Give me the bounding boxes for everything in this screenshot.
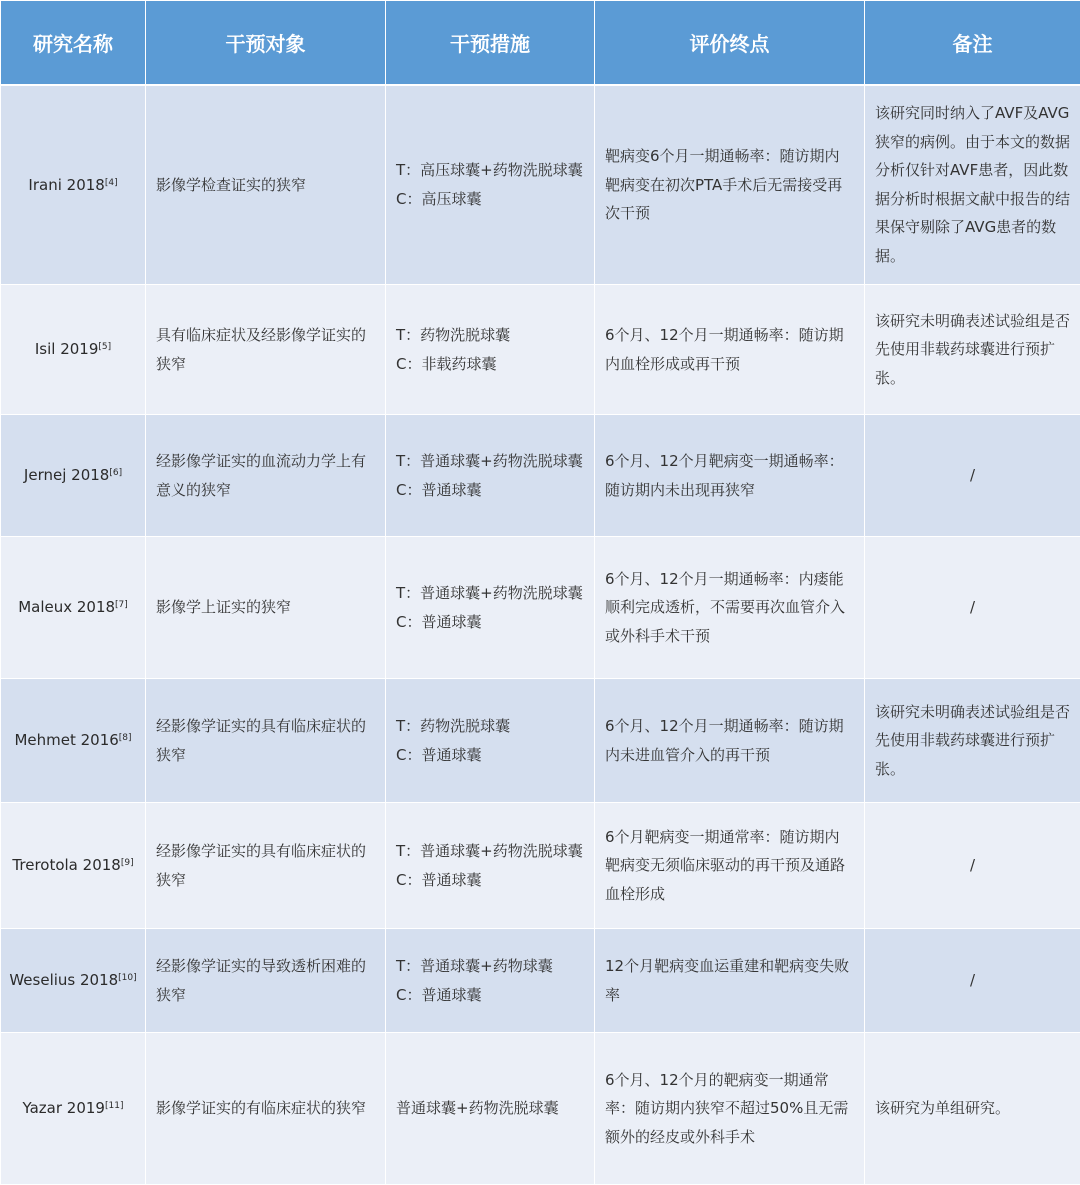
cell-endpoint: 靶病变6个月一期通畅率：随访期内靶病变在初次PTA手术后无需接受再次干预 [595, 85, 865, 285]
cell-endpoint: 12个月靶病变血运重建和靶病变失败率 [595, 929, 865, 1033]
header-intervention: 干预措施 [386, 1, 595, 85]
intervention-line: T：普通球囊+药物洗脱球囊 [396, 837, 584, 866]
cell-endpoint: 6个月、12个月一期通畅率：随访期内未进血管介入的再干预 [595, 679, 865, 803]
intervention-line: T：普通球囊+药物球囊 [396, 952, 584, 981]
cell-remark: / [865, 803, 1080, 929]
cell-intervention [386, 803, 595, 929]
cell-subject: 影像学证实的有临床症状的狭窄 [146, 1033, 386, 1185]
cell-subject: 经影像学证实的具有临床症状的狭窄 [146, 803, 386, 929]
table-row [1, 1033, 1080, 1185]
intervention-line: C：普通球囊 [396, 741, 584, 770]
cell-study-name [1, 1033, 146, 1185]
cell-subject: 经影像学证实的导致透析困难的狭窄 [146, 929, 386, 1033]
table-row [1, 929, 1080, 1033]
table-row [1, 85, 1080, 285]
study-name-text: Jernej 2018 [24, 466, 109, 484]
intervention-line: T：药物洗脱球囊 [396, 321, 584, 350]
table-row [1, 803, 1080, 929]
study-name-text: Trerotola 2018 [12, 856, 120, 874]
header-row [1, 1, 1080, 85]
study-name-text: Maleux 2018 [18, 598, 115, 616]
cell-study-name [1, 285, 146, 415]
intervention-line: T：普通球囊+药物洗脱球囊 [396, 447, 584, 476]
cell-intervention [386, 537, 595, 679]
cell-study-name [1, 415, 146, 537]
intervention-line: C：普通球囊 [396, 476, 584, 505]
study-name-text: Mehmet 2016 [14, 731, 118, 749]
cell-study-name [1, 929, 146, 1033]
cell-study-name [1, 537, 146, 679]
intervention-line: C：高压球囊 [396, 185, 584, 214]
intervention-line: C：普通球囊 [396, 608, 584, 637]
cell-remark: 该研究为单组研究。 [865, 1033, 1080, 1185]
study-name-text: Irani 2018 [28, 176, 104, 194]
intervention-line: C：非载药球囊 [396, 350, 584, 379]
cell-subject: 经影像学证实的血流动力学上有意义的狭窄 [146, 415, 386, 537]
cell-intervention [386, 285, 595, 415]
intervention-line: C：普通球囊 [396, 866, 584, 895]
reference-number: [9] [121, 858, 134, 868]
study-name-text: Weselius 2018 [9, 971, 118, 989]
cell-endpoint: 6个月、12个月靶病变一期通畅率：随访期内未出现再狭窄 [595, 415, 865, 537]
cell-intervention [386, 415, 595, 537]
header-remark: 备注 [865, 1, 1080, 85]
table-row [1, 415, 1080, 537]
reference-number: [5] [98, 342, 111, 352]
intervention-line: T：高压球囊+药物洗脱球囊 [396, 156, 584, 185]
cell-study-name [1, 803, 146, 929]
header-subject: 干预对象 [146, 1, 386, 85]
cell-remark: / [865, 415, 1080, 537]
cell-remark: 该研究同时纳入了AVF及AVG狭窄的病例。由于本文的数据分析仅针对AVF患者，因此数据分析时根据文献中报告的结果保守剔除了AVG患者的数据。 [865, 85, 1080, 285]
cell-endpoint: 6个月、12个月一期通畅率：随访期内血栓形成或再干预 [595, 285, 865, 415]
cell-endpoint: 6个月靶病变一期通常率：随访期内靶病变无须临床驱动的再干预及通路血栓形成 [595, 803, 865, 929]
intervention-line: C：普通球囊 [396, 981, 584, 1010]
intervention-line: 普通球囊+药物洗脱球囊 [396, 1094, 584, 1123]
cell-intervention [386, 1033, 595, 1185]
reference-number: [10] [118, 973, 136, 983]
cell-intervention [386, 929, 595, 1033]
cell-endpoint: 6个月、12个月的靶病变一期通常率：随访期内狭窄不超过50%且无需额外的经皮或外科手术 [595, 1033, 865, 1185]
cell-subject: 具有临床症状及经影像学证实的狭窄 [146, 285, 386, 415]
reference-number: [4] [105, 178, 118, 188]
cell-subject: 影像学检查证实的狭窄 [146, 85, 386, 285]
cell-subject: 经影像学证实的具有临床症状的狭窄 [146, 679, 386, 803]
intervention-line: T：药物洗脱球囊 [396, 712, 584, 741]
header-endpoint: 评价终点 [595, 1, 865, 85]
cell-subject: 影像学上证实的狭窄 [146, 537, 386, 679]
cell-endpoint: 6个月、12个月一期通畅率：内瘘能顺利完成透析，不需要再次血管介入或外科手术干预 [595, 537, 865, 679]
reference-number: [6] [109, 468, 122, 478]
table-row [1, 285, 1080, 415]
cell-intervention [386, 85, 595, 285]
header-study-name: 研究名称 [1, 1, 146, 85]
intervention-line: T：普通球囊+药物洗脱球囊 [396, 579, 584, 608]
table-row [1, 537, 1080, 679]
reference-number: [7] [115, 600, 128, 610]
study-name-text: Yazar 2019 [23, 1099, 105, 1117]
table-row [1, 679, 1080, 803]
cell-remark: / [865, 537, 1080, 679]
cell-intervention [386, 679, 595, 803]
cell-study-name [1, 679, 146, 803]
reference-number: [8] [119, 733, 132, 743]
reference-number: [11] [105, 1101, 123, 1111]
cell-study-name [1, 85, 146, 285]
cell-remark: 该研究未明确表述试验组是否先使用非载药球囊进行预扩张。 [865, 679, 1080, 803]
cell-remark: / [865, 929, 1080, 1033]
study-name-text: Isil 2019 [35, 340, 99, 358]
cell-remark: 该研究未明确表述试验组是否先使用非载药球囊进行预扩张。 [865, 285, 1080, 415]
